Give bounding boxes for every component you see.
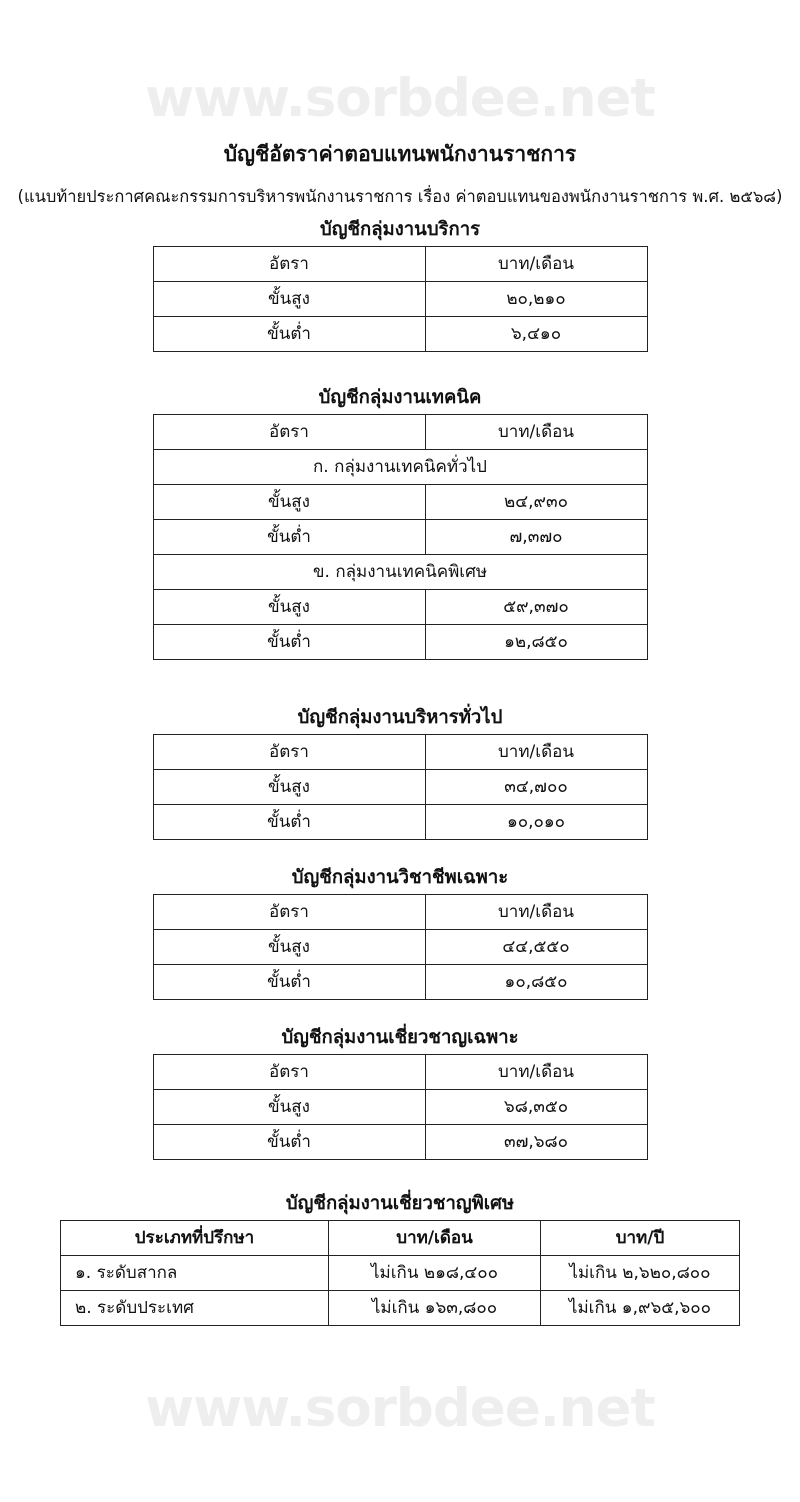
row-label-max: ขั้นสูง	[153, 590, 425, 625]
row-value-min: ๑๒,๘๕๐	[425, 625, 647, 660]
row-value-min: ๑๐,๐๑๐	[425, 805, 647, 840]
row-label-min: ขั้นต่ำ	[153, 520, 425, 555]
row-label-max: ขั้นสูง	[153, 770, 425, 805]
row-label-max: ขั้นสูง	[153, 485, 425, 520]
section-expert	[0, 1192, 800, 1326]
section-heading-professional: บัญชีกลุ่มงานวิชาชีพเฉพาะ	[291, 867, 509, 888]
row-value-year-international: ไม่เกิน ๒,๖๒๐,๘๐๐	[541, 1256, 740, 1291]
watermark-top: www.sorbdee.net	[145, 68, 655, 129]
table-technical	[153, 414, 648, 660]
row-value-month-national: ไม่เกิน ๑๖๓,๘๐๐	[329, 1291, 541, 1326]
table-row	[153, 930, 647, 965]
column-header-baht-month: บาท/เดือน	[425, 735, 647, 770]
row-value-min: ๖,๔๑๐	[425, 317, 647, 352]
row-value-min: ๗,๓๗๐	[425, 520, 647, 555]
column-header-rate: อัตรา	[153, 415, 425, 450]
table-expert	[60, 1220, 740, 1326]
row-label-max: ขั้นสูง	[153, 1090, 425, 1125]
section-service	[0, 218, 800, 352]
subgroup-title-general-technical: ก. กลุ่มงานเทคนิคทั่วไป	[153, 450, 647, 485]
table-general-admin	[153, 734, 648, 840]
row-label-min: ขั้นต่ำ	[153, 1125, 425, 1160]
table-header-row	[153, 1055, 647, 1090]
section-heading-expert: บัญชีกลุ่มงานเชี่ยวชาญพิเศษ	[285, 1193, 515, 1214]
row-value-year-national: ไม่เกิน ๑,๙๖๕,๖๐๐	[541, 1291, 740, 1326]
row-value-max: ๒๐,๒๑๐	[425, 282, 647, 317]
section-heading-general-admin: บัญชีกลุ่มงานบริหารทั่วไป	[297, 707, 503, 728]
section-general-admin	[0, 706, 800, 840]
subgroup-title-special-technical: ข. กลุ่มงานเทคนิคพิเศษ	[153, 555, 647, 590]
table-specialist	[153, 1054, 648, 1160]
row-label-national: ๒. ระดับประเทศ	[61, 1291, 329, 1326]
row-label-min: ขั้นต่ำ	[153, 317, 425, 352]
column-header-advisor-type: ประเภทที่ปรึกษา	[61, 1221, 329, 1256]
row-value-month-international: ไม่เกิน ๒๑๘,๔๐๐	[329, 1256, 541, 1291]
section-heading-technical: บัญชีกลุ่มงานเทคนิค	[318, 387, 482, 408]
table-row	[153, 805, 647, 840]
column-header-rate: อัตรา	[153, 735, 425, 770]
row-value-max: ๕๙,๓๗๐	[425, 590, 647, 625]
column-header-baht-month: บาท/เดือน	[425, 415, 647, 450]
table-row	[153, 625, 647, 660]
section-specialist	[0, 1026, 800, 1160]
column-header-rate: อัตรา	[153, 1055, 425, 1090]
page-subtitle: (แนบท้ายประกาศคณะกรรมการบริหารพนักงานราชการ เรื่อง ค่าตอบแทนของพนักงานราชการ พ.ศ. ๒๕๖๘)	[17, 187, 783, 206]
subgroup-row-b	[153, 555, 647, 590]
table-header-row	[153, 735, 647, 770]
row-label-min: ขั้นต่ำ	[153, 625, 425, 660]
column-header-baht-month: บาท/เดือน	[329, 1221, 541, 1256]
table-header-row	[153, 415, 647, 450]
column-header-baht-year: บาท/ปี	[541, 1221, 740, 1256]
column-header-baht-month: บาท/เดือน	[425, 895, 647, 930]
row-label-max: ขั้นสูง	[153, 930, 425, 965]
row-label-international: ๑. ระดับสากล	[61, 1256, 329, 1291]
row-value-max: ๖๘,๓๕๐	[425, 1090, 647, 1125]
row-value-max: ๔๔,๕๕๐	[425, 930, 647, 965]
column-header-rate: อัตรา	[153, 247, 425, 282]
section-technical	[0, 386, 800, 660]
table-row	[153, 1090, 647, 1125]
column-header-rate: อัตรา	[153, 895, 425, 930]
table-header-row	[153, 247, 647, 282]
row-value-max: ๒๔,๙๓๐	[425, 485, 647, 520]
table-row	[153, 590, 647, 625]
table-row	[61, 1291, 740, 1326]
column-header-baht-month: บาท/เดือน	[425, 1055, 647, 1090]
table-row	[61, 1256, 740, 1291]
table-row	[153, 317, 647, 352]
table-row	[153, 965, 647, 1000]
subgroup-row-a	[153, 450, 647, 485]
table-header-row	[153, 895, 647, 930]
table-row	[153, 770, 647, 805]
table-row	[153, 520, 647, 555]
section-heading-specialist: บัญชีกลุ่มงานเชี่ยวชาญเฉพาะ	[281, 1027, 519, 1048]
row-label-max: ขั้นสูง	[153, 282, 425, 317]
table-professional	[153, 894, 648, 1000]
table-row	[153, 1125, 647, 1160]
table-row	[153, 485, 647, 520]
page-title: บัญชีอัตราค่าตอบแทนพนักงานราชการ	[223, 142, 577, 166]
row-value-min: ๓๗,๖๘๐	[425, 1125, 647, 1160]
row-label-min: ขั้นต่ำ	[153, 805, 425, 840]
table-row	[153, 282, 647, 317]
row-value-max: ๓๔,๗๐๐	[425, 770, 647, 805]
table-service	[153, 246, 648, 352]
row-label-min: ขั้นต่ำ	[153, 965, 425, 1000]
column-header-baht-month: บาท/เดือน	[425, 247, 647, 282]
section-professional	[0, 866, 800, 1000]
watermark-bottom: www.sorbdee.net	[145, 1378, 655, 1439]
row-value-min: ๑๐,๘๕๐	[425, 965, 647, 1000]
table-header-row	[61, 1221, 740, 1256]
section-heading-service: บัญชีกลุ่มงานบริการ	[319, 219, 481, 240]
